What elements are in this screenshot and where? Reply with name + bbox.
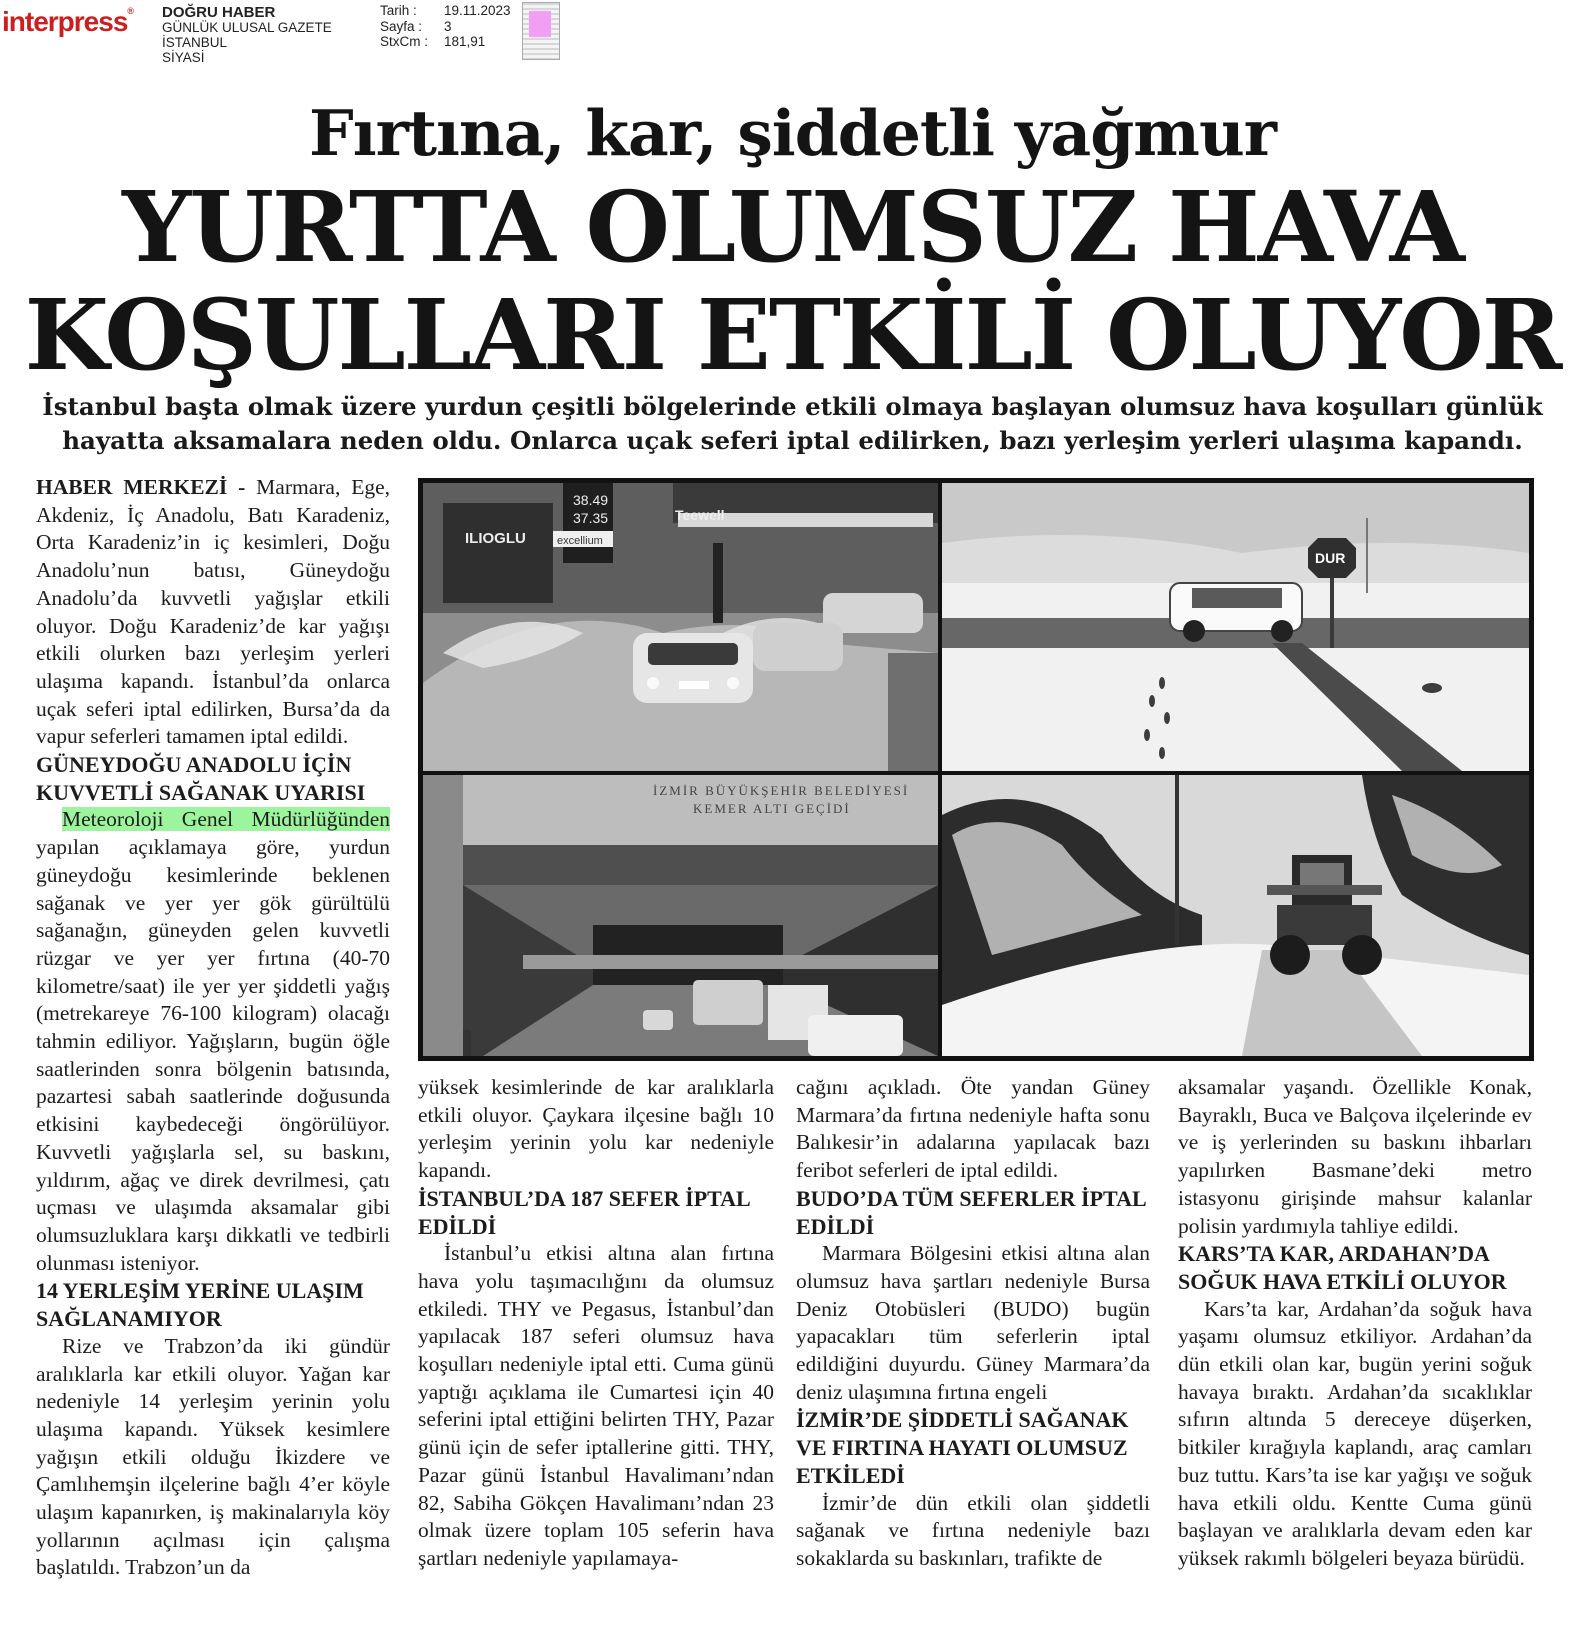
station-sign: excellium (557, 535, 603, 547)
publication-info (162, 5, 332, 65)
article-paragraph (36, 806, 390, 1277)
highlighted-text: Meteoroloji Genel Müdürlüğünden (62, 807, 390, 832)
meta-label: StxCm : (380, 34, 429, 49)
page-thumbnail (522, 2, 560, 60)
article-paragraph: yüksek kesimlerinde de kar aralıklarla etkili oluyor. Çaykara ilçesine bağlı 10 yerleşim yerinin yolu kar nedeniyle kapandı. (418, 1075, 774, 1183)
dateline: HABER MERKEZİ - (36, 475, 246, 499)
snow-tractor-image (942, 775, 1529, 1056)
shop-sign: ILIOGLU (465, 530, 526, 547)
article-column-1 (36, 474, 390, 1582)
clip-meta (380, 3, 511, 50)
subheading: BUDO’DA TÜM SEFERLER İPTAL EDİLDİ (796, 1185, 1146, 1239)
meta-date-row (380, 3, 511, 19)
article-paragraph: İzmir’de dün etkili olan şiddetli sağanak ve fırtına nedeniyle bazı sokaklarda su baskınları, trafikte de (796, 1490, 1150, 1570)
publication-category: SİYASİ (162, 50, 205, 65)
paragraph-text: Marmara, Ege, Akdeniz, İç Anadolu, Batı Karadeniz, Orta Karadeniz’in iç kesimleri, Doğu Anadolu’nun batısı, Güneydoğu Anadolu’da kuvvetli yağışlar etkili oluyor. Doğu Karadeniz’de kar yağışı etkili olurken bazı yerleşim yerleri ulaşıma kapandı. İstanbul’da onlarca uçak seferi iptal edilirken, Bursa’da da vapur seferleri tamamen iptal edildi. (36, 475, 391, 749)
article-location-marker (529, 11, 551, 37)
subheading: KARS’TA KAR, ARDAHAN’DA SOĞUK HAVA ETKİLİ OLUYOR (1178, 1241, 1507, 1294)
meta-label: Sayfa : (380, 18, 423, 34)
meta-page-row (380, 19, 511, 35)
subheading: GÜNEYDOĞU ANADOLU İÇİN KUVVETLİ SAĞANAK UYARISI (36, 752, 366, 805)
article-paragraph: İstanbul’u etkisi altına alan fırtına hava yolu taşımacılığını da olumsuz etkiledi. THY ve Pegasus, İstanbul’dan yapılacak 187 seferi olumsuz hava koşulları nedeniyle iptal etti. Cuma günü yaptığı açıklama ile Cumartesi için 40 seferini iptal ettiğini belirten THY, Pazar günü için de sefer iptallerine gitti. THY, Pazar günü İstanbul Havalimanı’ndan 82, Sabiha Gökçen Havalimanı’ndan 23 olmak üzere toplam 105 seferin hava şartları nedeniyle yapılamaya- (418, 1241, 774, 1570)
article-paragraph: cağını açıkladı. Öte yandan Güney Marmara’da fırtına nedeniyle hafta sonu Balıkesir’in adalarına yapılacak bazı feribot seferleri de iptal edildi. (796, 1075, 1150, 1183)
meta-value: 3 (444, 18, 452, 34)
meta-label: Tarih : (380, 3, 417, 18)
meta-value: 181,91 (444, 34, 486, 49)
photo-underpass (423, 775, 938, 1056)
underpass-image (423, 775, 938, 1056)
main-headline-line2: KOŞULLARI ETKİLİ OLUYOR (24, 278, 1561, 392)
publication-name: DOĞRU HABER (162, 4, 276, 21)
stop-sign-text: DUR (1315, 550, 1346, 566)
deck-line: İstanbul başta olmak üzere yurdun çeşitli bölgelerinde etkili olmaya başlayan olumsuz hava koşulları günlük (42, 392, 1543, 421)
article-paragraph: aksamalar yaşandı. Özellikle Konak, Bayraklı, Buca ve Balçova ilçelerinde ev ve iş yerlerinden su baskını ihbarları yapılırken Basmane’deki metro istasyonu girişinde mahsur kalanlar polisin yardımıyla tahliye edildi. (1178, 1075, 1532, 1238)
photo-snow-tractor (942, 775, 1529, 1056)
kicker-headline: Fırtına, kar, şiddetli yağmur (309, 96, 1276, 170)
subheading: İSTANBUL’DA 187 SEFER İPTAL EDİLDİ (418, 1185, 750, 1239)
article-paragraph: Kars’ta kar, Ardahan’da soğuk hava yaşamı olumsuz etkiliyor. Ardahan’da dün etkili olan kar, bugün yerini soğuk havaya bıraktı. Ardahan’da sıcaklıklar sıfırın altında 5 dereceye düşerken, bitkiler kırağıyla kaplandı, araç camları buz tuttu. Kars’ta ise kar yağışı ve soğuk hava etkili oldu. Kentte Cuma günü başlayan ve aralıklarla devam eden kar yüksek rakımlı bölgeleri beyaza bürüdü. (1178, 1296, 1532, 1570)
publication-city: İSTANBUL (162, 35, 228, 50)
deck-line: hayatta aksamalara neden oldu. Onlarca uçak seferi iptal edilirken, bazı yerleşim yerleri ulaşıma kapandı. (62, 426, 1523, 455)
snowy-road-image (942, 483, 1529, 771)
interpress-logo: interpress® (2, 6, 134, 37)
brand-sign: Teewell (675, 507, 725, 523)
article-paragraph: Rize ve Trabzon’da iki gündür aralıklarla kar etkili oluyor. Yağan kar nedeniyle 14 yerleşim yerinin yolu ulaşıma kapandı. Yüksek kesimlere yağışın etkili olduğu İkizdere ve Çamlıhemşin ilçelerine bağlı 4’er köyle ulaşım kapanırken, iş makinalarıyla köy yollarının açılması için çalışma başlatıldı. Trabzon’un da (36, 1333, 390, 1580)
flooded-street-image (423, 483, 938, 771)
photo-flooded-street (423, 483, 938, 771)
article-paragraph: Marmara Bölgesini etkisi altına alan olumsuz hava şartları nedeniyle Bursa Deniz Otobüsleri (BUDO) bugün yapacakları tüm seferlerin iptal edildiğini duyurdu. Güney Marmara’da deniz ulaşımına fırtına engeli (796, 1241, 1150, 1404)
underpass-sign-line1: İZMİR BÜYÜKŞEHİR BELEDİYESİ (653, 783, 910, 798)
photo-grid (418, 478, 1534, 1061)
meta-value: 19.11.2023 (444, 3, 511, 18)
article-column-3 (796, 1074, 1150, 1573)
main-headline-line1: YURTTA OLUMSUZ HAVA (122, 170, 1463, 284)
publication-type: GÜNLÜK ULUSAL GAZETE (162, 20, 332, 35)
subheading: 14 YERLEŞİM YERİNE ULAŞIM SAĞLANAMIYOR (36, 1278, 364, 1332)
article-paragraph (36, 474, 390, 751)
price-sign-top: 38.49 (573, 492, 609, 508)
paragraph-text: yapılan açıklamaya göre, yurdun güneydoğu kesimlerinde beklenen sağanak ve yer yer gök gürültülü sağanağın, güneyden gelen kuvvetli rüzgar ve yer yer fırtına (40-70 kilometre/saat) ile yer yer şiddetli yağış (metrekareye 76-100 kilogram) olacağı tahmin ediliyor. Yağışların, bugün öğle saatlerinden sonra bölgenin batısında, pazartesi sabah saatlerinde doğusunda etkisini kaybedeceği öngörülüyor. Kuvvetli yağışlarla sel, su baskını, yıldırım, ağaç ve direk devrilmesi, çatı uçması ve ulaşımda aksamalar gibi olumsuzluklara karşı dikkatli ve tedbirli olunması isteniyor. (36, 835, 390, 1275)
article-column-2 (418, 1074, 774, 1573)
price-sign-mid: 37.35 (573, 510, 609, 526)
article-column-4 (1178, 1074, 1532, 1573)
underpass-sign-line2: KEMER ALTI GEÇİDİ (693, 801, 851, 816)
deck (20, 390, 1565, 458)
photo-snowy-road (942, 483, 1529, 771)
meta-size-row (380, 34, 511, 50)
subheading: İZMİR’DE ŞİDDETLİ SAĞANAK VE FIRTINA HAYATI OLUMSUZ ETKİLEDİ (796, 1407, 1129, 1488)
